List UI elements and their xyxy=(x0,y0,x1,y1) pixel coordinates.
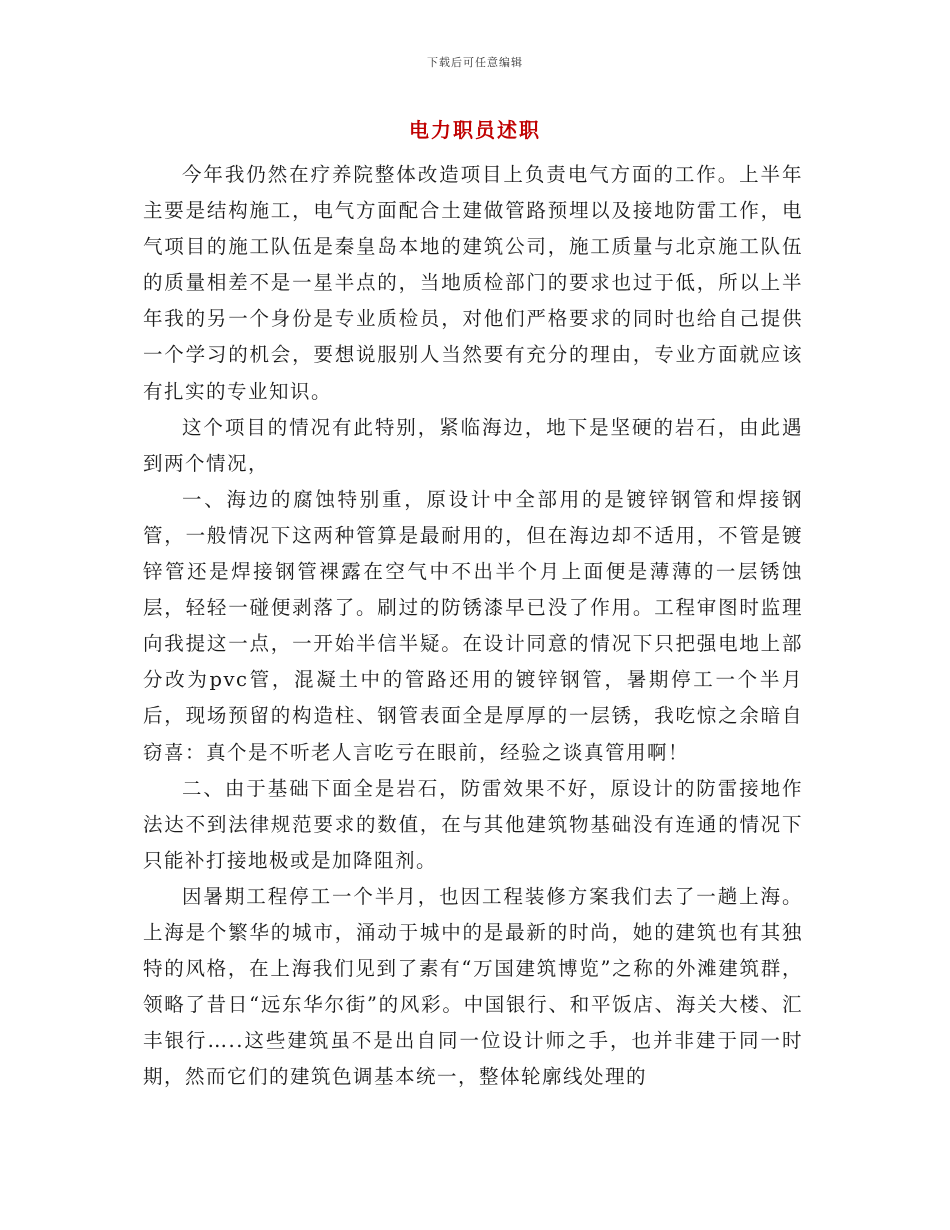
document-body xyxy=(143,157,803,1095)
paragraph-1: 今年我仍然在疗养院整体改造项目上负责电气方面的工作。上半年主要是结构施工，电气方面配合土建做管路预埋以及接地防雷工作，电气项目的施工队伍是秦皇岛本地的建筑公司，施工质量与北京施工队伍的质量相差不是一星半点的，当地质检部门的要求也过于低，所以上半年我的另一个身份是专业质检员，对他们严格要求的同时也给自己提供一个学习的机会，要想说服别人当然要有充分的理由，专业方面就应该有扎实的专业知识。 xyxy=(143,163,803,403)
paragraph-2: 这个项目的情况有此特别，紧临海边，地下是坚硬的岩石，由此遇到两个情况， xyxy=(143,415,803,475)
document-title: 电力职员述职 xyxy=(409,118,541,142)
header-note: 下载后可任意编辑 xyxy=(427,56,523,69)
paragraph-5: 因暑期工程停工一个半月，也因工程装修方案我们去了一趟上海。上海是个繁华的城市，涌动于城中的是最新的时尚，她的建筑也有其独特的风格，在上海我们见到了素有“万国建筑博览”之称的外滩建筑群，领略了昔日“远东华尔街”的风彩。中国银行、和平饭店、海关大楼、汇丰银行…..这些建筑虽不是出自同一位设计师之手，也并非建于同一时期，然而它们的建筑色调基本统一，整体轮廓线处理的 xyxy=(143,884,803,1089)
paragraph-4: 二、由于基础下面全是岩石，防雷效果不好，原设计的防雷接地作法达不到法律规范要求的数值，在与其他建筑物基础没有连通的情况下只能补打接地极或是加降阻剂。 xyxy=(143,776,803,872)
paragraph-3: 一、海边的腐蚀特别重，原设计中全部用的是镀锌钢管和焊接钢管，一般情况下这两种管算是最耐用的，但在海边却不适用，不管是镀锌管还是焊接钢管裸露在空气中不出半个月上面便是薄薄的一层锈蚀层，轻轻一碰便剥落了。刷过的防锈漆早已没了作用。工程审图时监理向我提这一点，一开始半信半疑。在设计同意的情况下只把强电地上部分改为pvc管，混凝土中的管路还用的镀锌钢管，暑期停工一个半月后，现场预留的构造柱、钢管表面全是厚厚的一层锈，我吃惊之余暗自窃喜：真个是不听老人言吃亏在眼前，经验之谈真管用啊！ xyxy=(143,487,803,764)
